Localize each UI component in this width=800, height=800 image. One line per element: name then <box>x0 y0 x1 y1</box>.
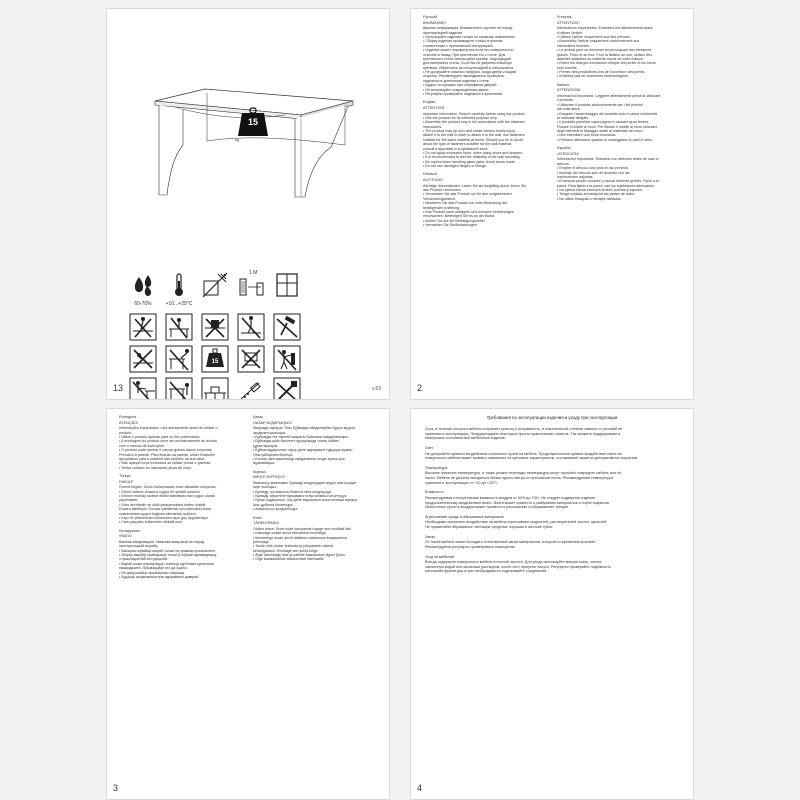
warning-line: • A montagem do produto deve ser exclusivamente de acordo <box>119 439 217 444</box>
warning-line: • Évitez les charges excessives lorsque les portes et les tiroirs <box>557 61 656 66</box>
language-section <box>557 83 685 142</box>
warning-line: • N'utilisez pas de charnières endommagées. <box>557 74 629 79</box>
care-paragraph-line: части. Мебель не должна находиться ближе одного метра от источников тепла. Рекомендуемая температура <box>425 476 613 480</box>
warning-heading: УВАГА! <box>119 534 132 539</box>
care-icons-row-1 <box>129 270 371 307</box>
care-paragraph-heading: Агрессивные среды и абразивные материалы <box>425 514 505 519</box>
warning-line: • Буюм оодарылып, оор дене жаракатын алып келиши мүмкүн. <box>253 498 359 503</box>
care-paragraph <box>425 555 679 575</box>
warning-line: жұмсамаңыз. <box>253 461 276 466</box>
care-paragraph-line: продолжительному воздействию влаги. Влага может привести к разбуханию материалов и порче покрытия. <box>425 500 610 505</box>
care-paragraph <box>425 515 679 530</box>
care-paragraph <box>425 490 679 510</box>
care-requirements-title: Требования по эксплуатации изделия и уходу при эксплуатации <box>486 415 618 420</box>
page-number: 13 <box>113 383 124 393</box>
warnings-column-left <box>423 15 549 381</box>
warning-heading: ВНИМАНИЕ! <box>423 20 446 25</box>
warning-line: • Assemblez l'article uniquement conformément aux <box>557 39 640 44</box>
language-section <box>119 529 245 580</box>
no-tools-icon <box>273 377 301 400</box>
page-number: 3 <box>113 783 119 793</box>
care-paragraph-line: Рекомендуется регулярно проветривать помещение. <box>425 544 516 549</box>
warning-line: al manuale allegato. <box>557 115 590 120</box>
warning-line: instrucciones adjuntas. <box>557 174 594 179</box>
care-paragraph <box>425 427 679 441</box>
care-icons-row-2 <box>129 313 371 341</box>
warning-line: malzemesine uygun bağlantı elemanları kullanın. <box>119 511 197 516</box>
warning-line: • Não aplique força excessiva ao utilizar portas e gavetas. <box>119 461 212 466</box>
warning-heading: TÄHELEPANU! <box>253 521 280 526</box>
language-section <box>119 474 245 525</box>
warning-line: • Montieren Sie das Produkt nur unter Beachtung der <box>423 201 508 206</box>
care-paragraph-heading: Уход за мебелью <box>425 554 455 559</box>
language-section <box>557 15 685 79</box>
language-name: English <box>423 100 436 105</box>
care-paragraph-heading: Свет <box>425 445 434 450</box>
care-paragraph-line: Срок, в течение которого мебель сохраняет красоту и исправность, в значительной степени зависит от условий её <box>425 427 623 431</box>
warning-line: beiliegenden Anleitung. <box>423 205 461 210</box>
svg-text:15: 15 <box>211 359 219 365</box>
care-icons-row-3 <box>129 345 371 373</box>
warning-line: Informations importantes. Examinez-les attentivement avant <box>557 26 653 31</box>
warning-line: • Cam parçaları kullanırken dikkatli olun. <box>119 520 183 525</box>
warning-line: • Буюмду түз максаты боюнча гана колдонуңуз. <box>253 489 333 494</box>
warning-line: • Ürünü sadece amacına uygun bir şekilde kullanın. <box>119 489 201 494</box>
warning-line: • Изделие может опрокинуться если его поверхностно <box>423 48 514 53</box>
warning-line: • Буюмду тиркелген нускамага толук ылайык чогултуңуз. <box>253 494 348 498</box>
warning-line: • Do not use damaged hinges or fittings. <box>423 164 487 168</box>
warning-line: • Бұйым аударылып, ауыр дене жарақатын тудыруы мүмкін. <box>253 448 354 453</box>
window-icon <box>273 271 301 299</box>
warning-line: Important information. Read it carefully before using the product. <box>423 111 526 116</box>
distance-label: 1 M <box>249 270 258 276</box>
warning-line: • Verwenden Sie das Produkt nur für den vorgesehenen <box>423 192 512 197</box>
warning-line: • Выраб можа перакуліцца і нанесці сур'ёзныя цялесныя <box>119 561 214 566</box>
warning-line: consult a specialist in a specialized store. <box>423 146 489 151</box>
warning-line: artículo. <box>557 161 570 166</box>
warning-line: Verwendungszweck. <box>423 196 456 201</box>
warning-line: • It is recommended to test the reliability of the wall mounting. <box>423 155 521 160</box>
warning-line: • Achten Sie auf die Befestigungsmittel. <box>423 218 486 223</box>
care-paragraph <box>425 466 679 486</box>
warning-line: • Бұйымды тек тікелей мақсаты бойынша пайдаланыңыз. <box>253 435 349 439</box>
warning-line: • Assemble the product only in full accordance with the attached <box>423 120 525 125</box>
no-sitting-on-desk-icon <box>165 313 193 341</box>
warning-line: • Use the product for its intended purpose only. <box>423 115 498 120</box>
weight-icon <box>237 107 269 137</box>
language-section <box>119 415 245 470</box>
warning-line: құрастырыңыз. <box>253 443 279 448</box>
warning-line: • Kapı ve çekmeceleri kullanırken aşırı güç uygulamayın. <box>119 515 210 520</box>
warning-line: produto. <box>119 430 133 435</box>
no-standing-on-desk-icon <box>237 313 265 341</box>
warning-line: d'utiliser l'article. <box>557 30 584 35</box>
warning-heading: DİKKAT! <box>119 479 134 484</box>
warning-line: • Monteerige toode ainult täielikus vastavuses kaasasoleva <box>253 535 347 540</box>
warning-line: • Toode võib ümber kukkuda ja põhjustada raskeid <box>253 544 334 549</box>
language-section <box>253 470 381 512</box>
warning-line: • O produto pode tombar e causar graves danos corporais. <box>119 448 213 453</box>
no-overload-icon <box>201 313 229 341</box>
warning-line: • Non esercitare una forza eccessiva. <box>557 133 617 138</box>
care-paragraph-line: хранения и эксплуатации. Предупреждаем некоторых просто практических советов. Так сможете поддерживать в <box>425 431 621 436</box>
warning-line: • Utilize o produto apenas para os fins pretendidos. <box>119 435 201 439</box>
warning-line: • Kasutage toodet ainult ettenähtud eesmärgil. <box>253 531 327 536</box>
manual-page-13 <box>106 8 390 400</box>
language-name: Deutsch <box>423 172 437 177</box>
temperature-label: +10...+25°C <box>165 301 193 307</box>
warning-line: отклонить назад. При креплении его к стене. Для <box>423 52 506 57</box>
warning-line: • Регулярно проверяйте надёжность креплений. <box>423 91 504 96</box>
warning-line: Información importante. Estúdielo con atención antes de usar el <box>557 157 659 162</box>
care-paragraph-line: крепления фурнитуры и при необходимости подтягивайте соединения. <box>425 569 548 574</box>
warning-line: attaches adaptées au matériau mural de votre maison. <box>557 56 644 61</box>
warning-line: verursachen. Befestigen Sie es an der Wand. <box>423 214 496 219</box>
warning-line: • Будьте осторожны при открывании дверей. <box>423 83 498 88</box>
warning-line: instructions fournies. <box>557 43 590 48</box>
warning-heading: ¡ATENCIÓN! <box>557 151 579 156</box>
no-solvents-icon <box>273 345 301 373</box>
warning-line: • Utilizzare il prodotto esclusivamente per i fini previsti <box>557 102 643 107</box>
no-pushing-icon <box>129 377 157 400</box>
warning-line: • No utilice bisagras o herrajes dañados. <box>557 196 622 201</box>
warning-line: • Сборку изделия производите только в полном <box>423 39 503 44</box>
warning-line: • El artículo puede volcarse y causar lesiones graves. Fíjelo a la <box>557 179 659 184</box>
warning-line: крепления к стене используйте крепёж, подходящий <box>423 56 511 61</box>
warning-line: • Do not apply excessive force, when using doors and drawers. <box>423 150 524 155</box>
warning-heading: ATTENTION ! <box>557 20 581 25</box>
warning-line: для материала стены. Если Вы не уверены в выборе <box>423 61 513 66</box>
warning-heading: ATTENZIONE <box>557 88 581 93</box>
page-number: 4 <box>417 783 423 793</box>
no-hammer-icon <box>273 313 301 341</box>
warning-line: Oluline teave. Enne toote kasutamist lugege see hoolikalt läbi. <box>253 526 352 531</box>
care-paragraph-line: Высокие значения температуры, а также резкие перепады температуры могут серьёзно повредить мебель или её <box>425 471 622 476</box>
warning-line: • Ürün devrilebilir ve ciddi yaralanmalara neden olabilir. <box>119 502 207 507</box>
humidity-icon <box>129 271 157 307</box>
warning-line: Informações importantes. Leia atentamente antes de utilizar o <box>119 426 218 431</box>
warning-line: Важная інфармацыя. Уважліва вывучыце яе перад <box>119 539 205 544</box>
language-name: Português <box>119 415 137 419</box>
care-paragraph-line: Рекомендуемая относительная влажность воздуха от 60% до 70%. Не следует подвергать изделие <box>425 495 596 500</box>
warning-line: • Выкарыстоўвайце выраб толькі па прамым прызначэнні. <box>119 548 216 553</box>
humidity-label: 60-70% <box>134 301 152 307</box>
page-number: 2 <box>417 383 423 393</box>
warning-line: з прыкладзенай інструкцыяй. <box>119 557 168 562</box>
weight-limit-value: 15 <box>247 117 258 127</box>
language-name: Français <box>557 15 572 19</box>
language-name: Русский <box>423 15 438 19</box>
warning-line: il prodotto. <box>557 98 574 103</box>
warning-line: pared. Para fijarlo a la pared, use los sujetadores adecuados. <box>557 183 655 188</box>
no-jumping-icon <box>201 377 229 400</box>
warning-line: • Olge klaasdetailide käsitsemisel ettevaatlik. <box>253 557 325 562</box>
wipe-clean-icon <box>237 377 265 400</box>
care-paragraph-heading: Запах <box>425 534 436 539</box>
warning-line: • The product may tip over and cause serious bodily injury. <box>423 129 516 133</box>
version-label: v.83 <box>371 386 381 392</box>
language-section <box>253 415 381 466</box>
care-paragraph-line: Необходимо исключить воздействие на мебель агрессивных жидкостей, растворителей, кислот, щелочей. <box>425 520 608 525</box>
warning-line: Маңызды ақпарат. Оны бұйымды пайдаланбас бұрын мұқият <box>253 426 356 431</box>
warning-line: kehavigastusi. Kinnitage see seina külge. <box>253 548 319 553</box>
care-paragraph-line: От новой мебели может исходить естественный запах материалов, который со временем исчезает. <box>425 540 596 545</box>
warning-line: about the type of fasteners suitable for the wall material, <box>423 142 513 147</box>
language-name: Eesti <box>253 515 262 520</box>
warning-line: Wichtige Informationen. Lesen Sie sie sorgfältig durch, bevor Sie <box>423 183 527 188</box>
care-paragraph-line: наилучшем состоянии всё мебельное изделие. <box>425 436 506 441</box>
care-paragraph <box>425 535 679 550</box>
warning-line: dal costruttore. <box>557 107 581 112</box>
care-paragraph-line: Всегда содержите поверхности мебели в полной чистоте. Для ухода используйте мягкую ткань, слегка <box>425 560 602 565</box>
warning-line: надёжность крепления изделия к стене. <box>423 78 490 83</box>
warning-line: yapılmalıdır. <box>119 498 139 503</box>
warning-heading: КӨҢҮЛ БУРУҢУЗ! <box>253 475 285 480</box>
warning-line: • Ашыкча күч колдонбоңуз. <box>253 507 298 512</box>
distance-from-heater-icon <box>237 271 265 299</box>
care-paragraph-heading: Влажность <box>425 490 444 495</box>
warning-line: • No ejerza fuerza excesiva al abrir puertas y cajones. <box>557 188 643 192</box>
language-name: Italiano <box>557 82 570 87</box>
warning-line: • Utilisez l'article uniquement aux fins prévues. <box>557 35 631 39</box>
warning-line: • Ärge rakendage uste ja sahtlite kasutamisel liigset jõudu. <box>253 553 346 557</box>
warning-line: • Prenez des précautions lors de l'ouverture des portes. <box>557 70 646 74</box>
warning-line: открыты. Рекомендуем периодически проверять <box>423 74 505 79</box>
care-paragraph-line: смоченную водой или мыльным раствором, после чего протрите насухо. Регулярно проверяйте надёжность <box>425 564 611 569</box>
warning-line: • Будзьце асцярожныя пры адкрыванні дзвярэй. <box>119 574 200 579</box>
warning-line: крепежа, обратитесь за консультацией в специалиста <box>423 65 514 70</box>
no-abrasive-cleaning-icon <box>237 345 265 373</box>
language-name: Кыргыз <box>253 469 266 474</box>
warning-line: • Eseguire l'assemblaggio del prodotto solo in piena conformità <box>557 111 658 116</box>
no-sliding-icon <box>129 345 157 373</box>
warning-line: • Montaje del artículo sólo de acuerdo con las <box>557 170 630 175</box>
warning-line: • Das Produkt kann umkippen und schwere Verletzungen <box>423 209 514 214</box>
care-icons-grid <box>129 271 371 400</box>
warning-line: Важная информация. Внимательно изучите её перед <box>423 26 513 31</box>
warning-line: Оны қабырғаға бекітіңіз. <box>253 452 294 457</box>
language-name: Қазақ <box>253 415 263 419</box>
warning-line: Fissare il mobile al muro. Per fissare il mobile al muro utilizzare <box>557 124 658 129</box>
warning-line: juhendiga. <box>253 539 270 544</box>
warning-line: соответствии с прилагаемой инструкцией. <box>423 43 494 48</box>
warnings-column-left <box>119 415 245 781</box>
language-section <box>423 172 549 227</box>
warning-line: эксплуатацией изделия. <box>423 30 464 35</box>
language-name: Türkçe <box>119 474 131 478</box>
warning-line: • Не используйте повреждённые двери. <box>423 87 490 92</box>
warning-line: • Бұйымды қоса берілген нұсқаулыққа толық сәйкес <box>253 439 340 444</box>
care-icons-row-4 <box>129 377 371 400</box>
warning-line: эксплуатацыяй вырабу. <box>119 544 159 549</box>
warning-line: com o manual de instruções. <box>119 443 165 448</box>
warning-line: degli elementi di fissaggio adatti al materiale del muro. <box>557 129 644 133</box>
warning-line: Informazioni importanti. Leggerle attentamente prima di utilizzare <box>557 94 661 98</box>
language-section <box>423 100 549 168</box>
warning-line: • Есіктер мен жәшіктерді пайдаланған кезде артық күш <box>253 456 345 461</box>
weight-unit: kg <box>235 137 240 142</box>
warning-line: • Be careful when handling glass parts. Avoid shock loads. <box>423 159 516 164</box>
care-paragraph-line: хранения и эксплуатации от +10 до +25°С. <box>425 480 499 485</box>
warning-heading: НАЗАР АУДАРЫҢЫЗ! <box>253 420 292 425</box>
language-section <box>423 15 549 96</box>
care-paragraph-line: Избыточное сухость воздуха может привести к рассыханию и образованию трещин. <box>425 505 570 510</box>
warning-heading: ATTENTION <box>423 105 445 110</box>
manual-page-2 <box>410 8 694 400</box>
warning-line: suitable for the wall's material at home. Should you be in doubt <box>423 137 523 142</box>
care-paragraph <box>425 446 679 461</box>
warning-line: • Vermeiden Sie Stoßbelastungen. <box>423 223 478 227</box>
warning-line: • Ürünün montajı sadece ekteki talimatlara tam uygun olarak <box>119 494 215 498</box>
warning-line: instructions. <box>423 124 443 129</box>
warning-line: • Le produit peut se renverser en provoquant des blessures <box>557 48 652 53</box>
warning-line: apropriados para o material das paredes da sua casa. <box>119 456 206 461</box>
warning-line: Duvara sabitleyin. Duvara sabitlemek için evinizdeki duvar <box>119 507 212 512</box>
care-paragraph-line: Не применяйте абразивные чистящие средства, порошки и жёсткие губки. <box>425 525 553 529</box>
warning-line: • Il prodotto potrebbe capovolgersi e causare gravi lesioni. <box>557 120 650 125</box>
warning-line: • Не допускайте опасных нагрузок, когда двери и ящики <box>423 70 517 74</box>
care-requirements-body <box>425 427 679 781</box>
language-section <box>557 146 685 201</box>
care-paragraph-line: Не допускайте прямого воздействия солнечных лучей на мебель. Продолжительное прямое воздействие света на <box>425 451 622 456</box>
weight-limit-icon <box>201 345 229 373</box>
warning-line: Önemli bilgiler. Ürünü kullanmadan önce dikkatlice okuyunuz. <box>119 485 217 490</box>
language-name: Беларуская <box>119 528 140 533</box>
warning-line: Attach it to the wall in order to attach it to the wall, use fasteners <box>423 133 525 138</box>
warning-line: • Prestare attenzione quando si maneggiano le parti in vetro. <box>557 137 654 142</box>
care-paragraph-line: поверхность мебели может вызвать изменение её цветовых характеристик, отслаивание защитно-декоративного покрытия. <box>425 456 639 461</box>
warning-line: Аны дубалга бекитиңиз. <box>253 502 294 507</box>
language-section <box>253 516 381 562</box>
sunlight-icon <box>201 271 229 299</box>
warning-heading: ACHTUNG! <box>423 178 443 182</box>
warnings-column-right <box>557 15 685 381</box>
warning-line: Маанилүү маалымат. Буюмду колдонуудан мурун аны кылдат <box>253 480 357 485</box>
temperature-icon <box>165 271 193 307</box>
no-leaning-icon <box>165 345 193 373</box>
warning-line: • Зборку вырабу праводзьце толькі ў поўнай адпаведнасці <box>119 553 217 557</box>
warning-line: • Не дапушчайце празмерных нагрузак. <box>119 570 186 575</box>
warning-line: зерделеп шығыңыз. <box>253 430 287 435</box>
warning-line: sont ouverts. <box>557 65 578 70</box>
manual-page-3 <box>106 408 390 800</box>
care-paragraph-heading: Температура <box>425 465 448 470</box>
warning-line: • Tenha cuidado ao manusear peças de vidro. <box>119 465 192 470</box>
no-climbing-icon <box>129 313 157 341</box>
warning-heading: ATENÇÃO! <box>119 420 139 425</box>
warning-line: • Используйте изделие только по прямому назначению. <box>423 35 516 39</box>
no-dragging-icon <box>165 377 193 400</box>
manual-page-4 <box>410 408 694 800</box>
warning-line: das Produkt verwenden. <box>423 188 462 192</box>
warning-line: окуп чыгыңыз. <box>253 485 277 490</box>
warning-line: • Tenga cuidado al manipular las partes de vidrio. <box>557 192 636 197</box>
desk-diagram <box>135 49 363 199</box>
warning-line: • Emplee el artículo sólo para el uso previsto. <box>557 166 629 171</box>
language-name: Español <box>557 146 571 151</box>
warnings-column-right <box>253 415 381 781</box>
warning-line: пашкоджанні. Прымацуйце яго да сцяны. <box>119 566 188 571</box>
warning-line: graves. Fixez-le au mur. Pour la fixation au mur, utilisez des <box>557 52 652 57</box>
warning-line: Prenda-o à parede. Para fixação na parede, utilize fixadores <box>119 452 215 457</box>
